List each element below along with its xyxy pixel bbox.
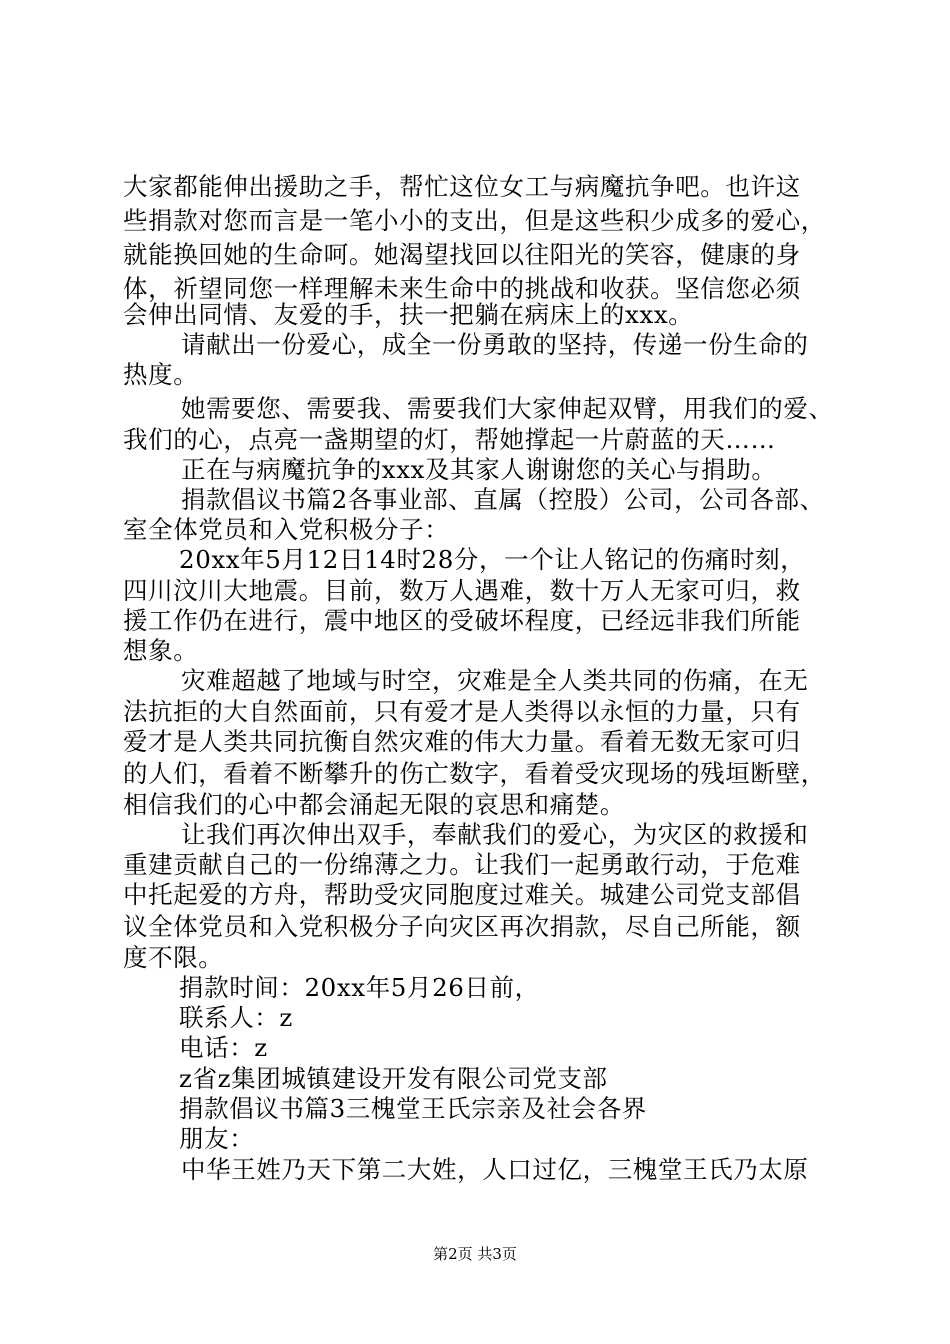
text-line: 相信我们的心中都会涌起无限的哀思和痛楚。 xyxy=(123,790,625,819)
text-line: 热度。 xyxy=(123,360,199,389)
text-line: 度不限。 xyxy=(123,943,224,972)
text-line: 捐款倡议书篇3三槐堂王氏宗亲及社会各界 xyxy=(179,1094,647,1123)
text-line: 捐款时间：20xx年5月26日前， xyxy=(179,973,540,1002)
text-line: 援工作仍在进行，震中地区的受破坏程度，已经远非我们所能 xyxy=(123,606,801,635)
text-line: 想象。 xyxy=(123,636,199,665)
text-line: 朋友： xyxy=(179,1124,255,1153)
text-line: 就能换回她的生命呵。她渴望找回以往阳光的笑容，健康的身 xyxy=(123,240,801,269)
text-line: 电话：z xyxy=(179,1033,268,1062)
text-line: 中华王姓乃天下第二大姓，人口过亿，三槐堂王氏乃太原 xyxy=(181,1155,809,1184)
text-line: 爱才是人类共同抗衡自然灾难的伟大力量。看着无数无家可归 xyxy=(123,727,801,756)
text-line: 的人们，看着不断攀升的伤亡数字，看着受灾现场的残垣断壁， xyxy=(123,759,826,788)
text-line: 她需要您、需要我、需要我们大家伸起双臂，用我们的爱、 xyxy=(181,394,834,423)
text-line: 正在与病魔抗争的xxx及其家人谢谢您的关心与捐助。 xyxy=(181,455,777,484)
text-line: 灾难超越了地域与时空，灾难是全人类共同的伤痛，在无 xyxy=(181,666,809,695)
text-line: 大家都能伸出援助之手，帮忙这位女工与病魔抗争吧。也许这 xyxy=(123,172,801,201)
text-line: z省z集团城镇建设开发有限公司党支部 xyxy=(179,1064,608,1093)
text-line: 让我们再次伸出双手，奉献我们的爱心，为灾区的救援和 xyxy=(181,820,809,849)
text-line: 室全体党员和入党积极分子： xyxy=(123,515,450,544)
page-footer: 第2页 共3页 xyxy=(433,1245,517,1263)
text-line: 会伸出同情、友爱的手，扶一把躺在病床上的xxx。 xyxy=(123,300,694,329)
text-line: 20xx年5月12日14时28分，一个让人铭记的伤痛时刻， xyxy=(179,545,806,574)
text-line: 体，祈望同您一样理解未来生命中的挑战和收获。坚信您必须 xyxy=(123,274,801,303)
text-line: 法抗拒的大自然面前，只有爱才是人类得以永恒的力量，只有 xyxy=(123,697,801,726)
text-line: 我们的心，点亮一盏期望的灯，帮她撑起一片蔚蓝的天…… xyxy=(123,425,776,454)
text-line: 捐款倡议书篇2各事业部、直属（控股）公司，公司各部、 xyxy=(181,485,825,514)
text-line: 四川汶川大地震。目前，数万人遇难，数十万人无家可归，救 xyxy=(123,576,801,605)
text-line: 联系人：z xyxy=(179,1003,293,1032)
text-line: 中托起爱的方舟，帮助受灾同胞度过难关。城建公司党支部倡 xyxy=(123,880,801,909)
text-line: 请献出一份爱心，成全一份勇敢的坚持，传递一份生命的 xyxy=(181,330,809,359)
text-line: 些捐款对您而言是一笔小小的支出，但是这些积少成多的爱心， xyxy=(123,206,826,235)
text-line: 重建贡献自己的一份绵薄之力。让我们一起勇敢行动，于危难 xyxy=(123,850,801,879)
text-line: 议全体党员和入党积极分子向灾区再次捐款，尽自己所能，额 xyxy=(123,912,801,941)
